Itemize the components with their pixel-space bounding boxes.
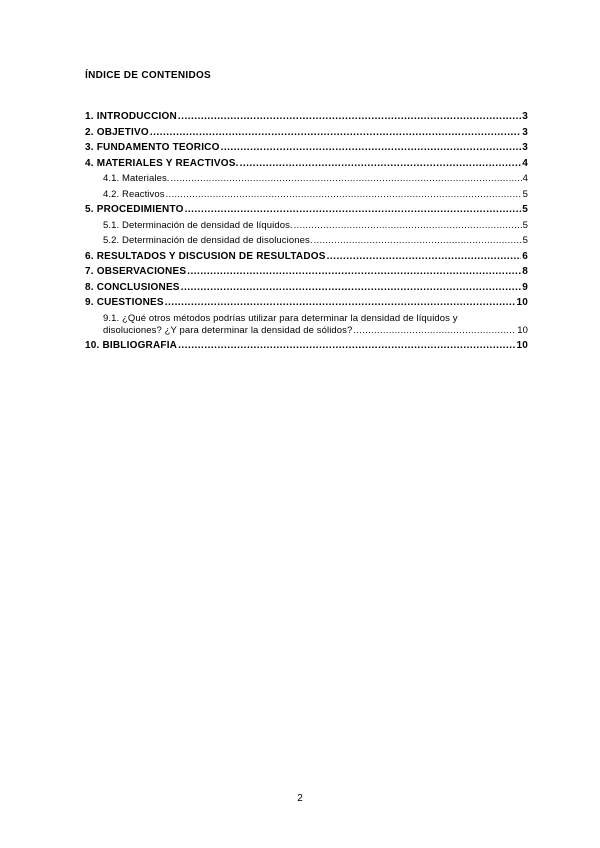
toc-entry-label: 5.2. Determinación de densidad de disoluciones. <box>103 235 313 246</box>
toc-entry-densidad-disoluciones[interactable] <box>85 235 528 247</box>
toc-entry-page: 10 <box>517 324 528 336</box>
toc-leader-dots <box>165 297 516 309</box>
toc-entry-label: 2. OBJETIVO <box>85 126 149 138</box>
toc-entry-page: 9 <box>522 281 528 293</box>
toc-entry-page: 4 <box>522 157 528 169</box>
toc-entry-conclusiones[interactable] <box>85 282 528 294</box>
toc-leader-dots <box>221 142 522 154</box>
toc-entry-reactivos[interactable] <box>85 189 528 201</box>
toc-entry-page: 3 <box>522 142 528 153</box>
toc-entry-label: 3. FUNDAMENTO TEÓRICO <box>85 142 220 153</box>
toc-entry-cuestiones[interactable] <box>85 297 528 309</box>
toc-title: ÍNDICE DE CONTENIDOS <box>85 70 212 81</box>
toc-entry-otros-metodos[interactable] <box>85 313 528 337</box>
table-of-contents <box>85 111 528 356</box>
toc-entry-observaciones[interactable] <box>85 266 528 278</box>
toc-entry-page: 3 <box>522 111 528 122</box>
toc-leader-dots <box>150 127 521 139</box>
toc-leader-dots <box>327 251 522 263</box>
toc-entry-label: 8. CONCLUSIONES <box>85 281 180 293</box>
toc-entry-label: 10. BIBLIOGRAFÍA <box>85 340 178 351</box>
toc-entry-label: 4.2. Reactivos <box>103 188 165 200</box>
toc-entry-page: 5 <box>522 188 528 200</box>
toc-leader-dots <box>240 158 522 170</box>
toc-entry-bibliografia[interactable] <box>85 340 528 352</box>
toc-entry-label: 6. RESULTADOS Y DISCUSIÓN DE RESULTADOS <box>85 250 326 262</box>
toc-entry-materiales-reactivos[interactable] <box>85 158 528 170</box>
toc-leader-dots <box>178 111 521 123</box>
toc-leader-dots <box>166 189 522 201</box>
toc-entry-fundamento-teorico[interactable] <box>85 142 528 154</box>
toc-entry-resultados[interactable] <box>85 251 528 263</box>
toc-leader-dots <box>187 266 521 278</box>
toc-entry-label: 7. OBSERVACIONES <box>85 266 187 277</box>
toc-entry-page: 10 <box>516 297 528 308</box>
toc-entry-materiales[interactable] <box>85 173 528 185</box>
toc-entry-page: 5 <box>522 219 528 231</box>
toc-entry-procedimiento[interactable] <box>85 204 528 216</box>
toc-entry-label: 5. PROCEDIMIENTO <box>85 204 184 215</box>
toc-entry-page: 5 <box>522 204 528 215</box>
toc-entry-label: 5.1. Determinación de densidad de líquidos. <box>103 219 293 231</box>
toc-entry-page: 6 <box>522 250 528 262</box>
toc-entry-introduccion[interactable] <box>85 111 528 123</box>
toc-entry-label: 9. CUESTIONES <box>85 297 164 308</box>
toc-entry-label: 4. MATERIALES Y REACTIVOS. <box>85 157 239 169</box>
toc-entry-densidad-liquidos[interactable] <box>85 220 528 232</box>
toc-entry-page: 3 <box>522 126 528 138</box>
toc-entry-label: 4.1. Materiales. <box>103 173 170 184</box>
toc-entry-label: 1. INTRODUCCIÓN <box>85 111 177 122</box>
toc-entry-page: 8 <box>522 266 528 277</box>
toc-leader-dots <box>294 220 522 232</box>
toc-leader-dots <box>178 340 515 352</box>
toc-entry-page: 4 <box>522 173 528 184</box>
toc-leader-dots <box>181 282 522 294</box>
toc-leader-dots <box>314 235 522 247</box>
toc-entry-objetivo[interactable] <box>85 127 528 139</box>
page-number: 2 <box>297 793 303 804</box>
toc-leader-dots <box>171 173 522 185</box>
toc-entry-page: 5 <box>522 235 528 246</box>
toc-leader-dots <box>353 325 516 337</box>
toc-leader-dots <box>185 204 522 216</box>
toc-entry-label-line1: 9.1. ¿Qué otros métodos podrías utilizar para determinar la densidad de líquidos y <box>103 312 458 324</box>
toc-entry-label-line2: disoluciones? ¿Y para determinar la densidad de sólidos? <box>103 324 353 336</box>
toc-entry-page: 10 <box>516 340 528 351</box>
